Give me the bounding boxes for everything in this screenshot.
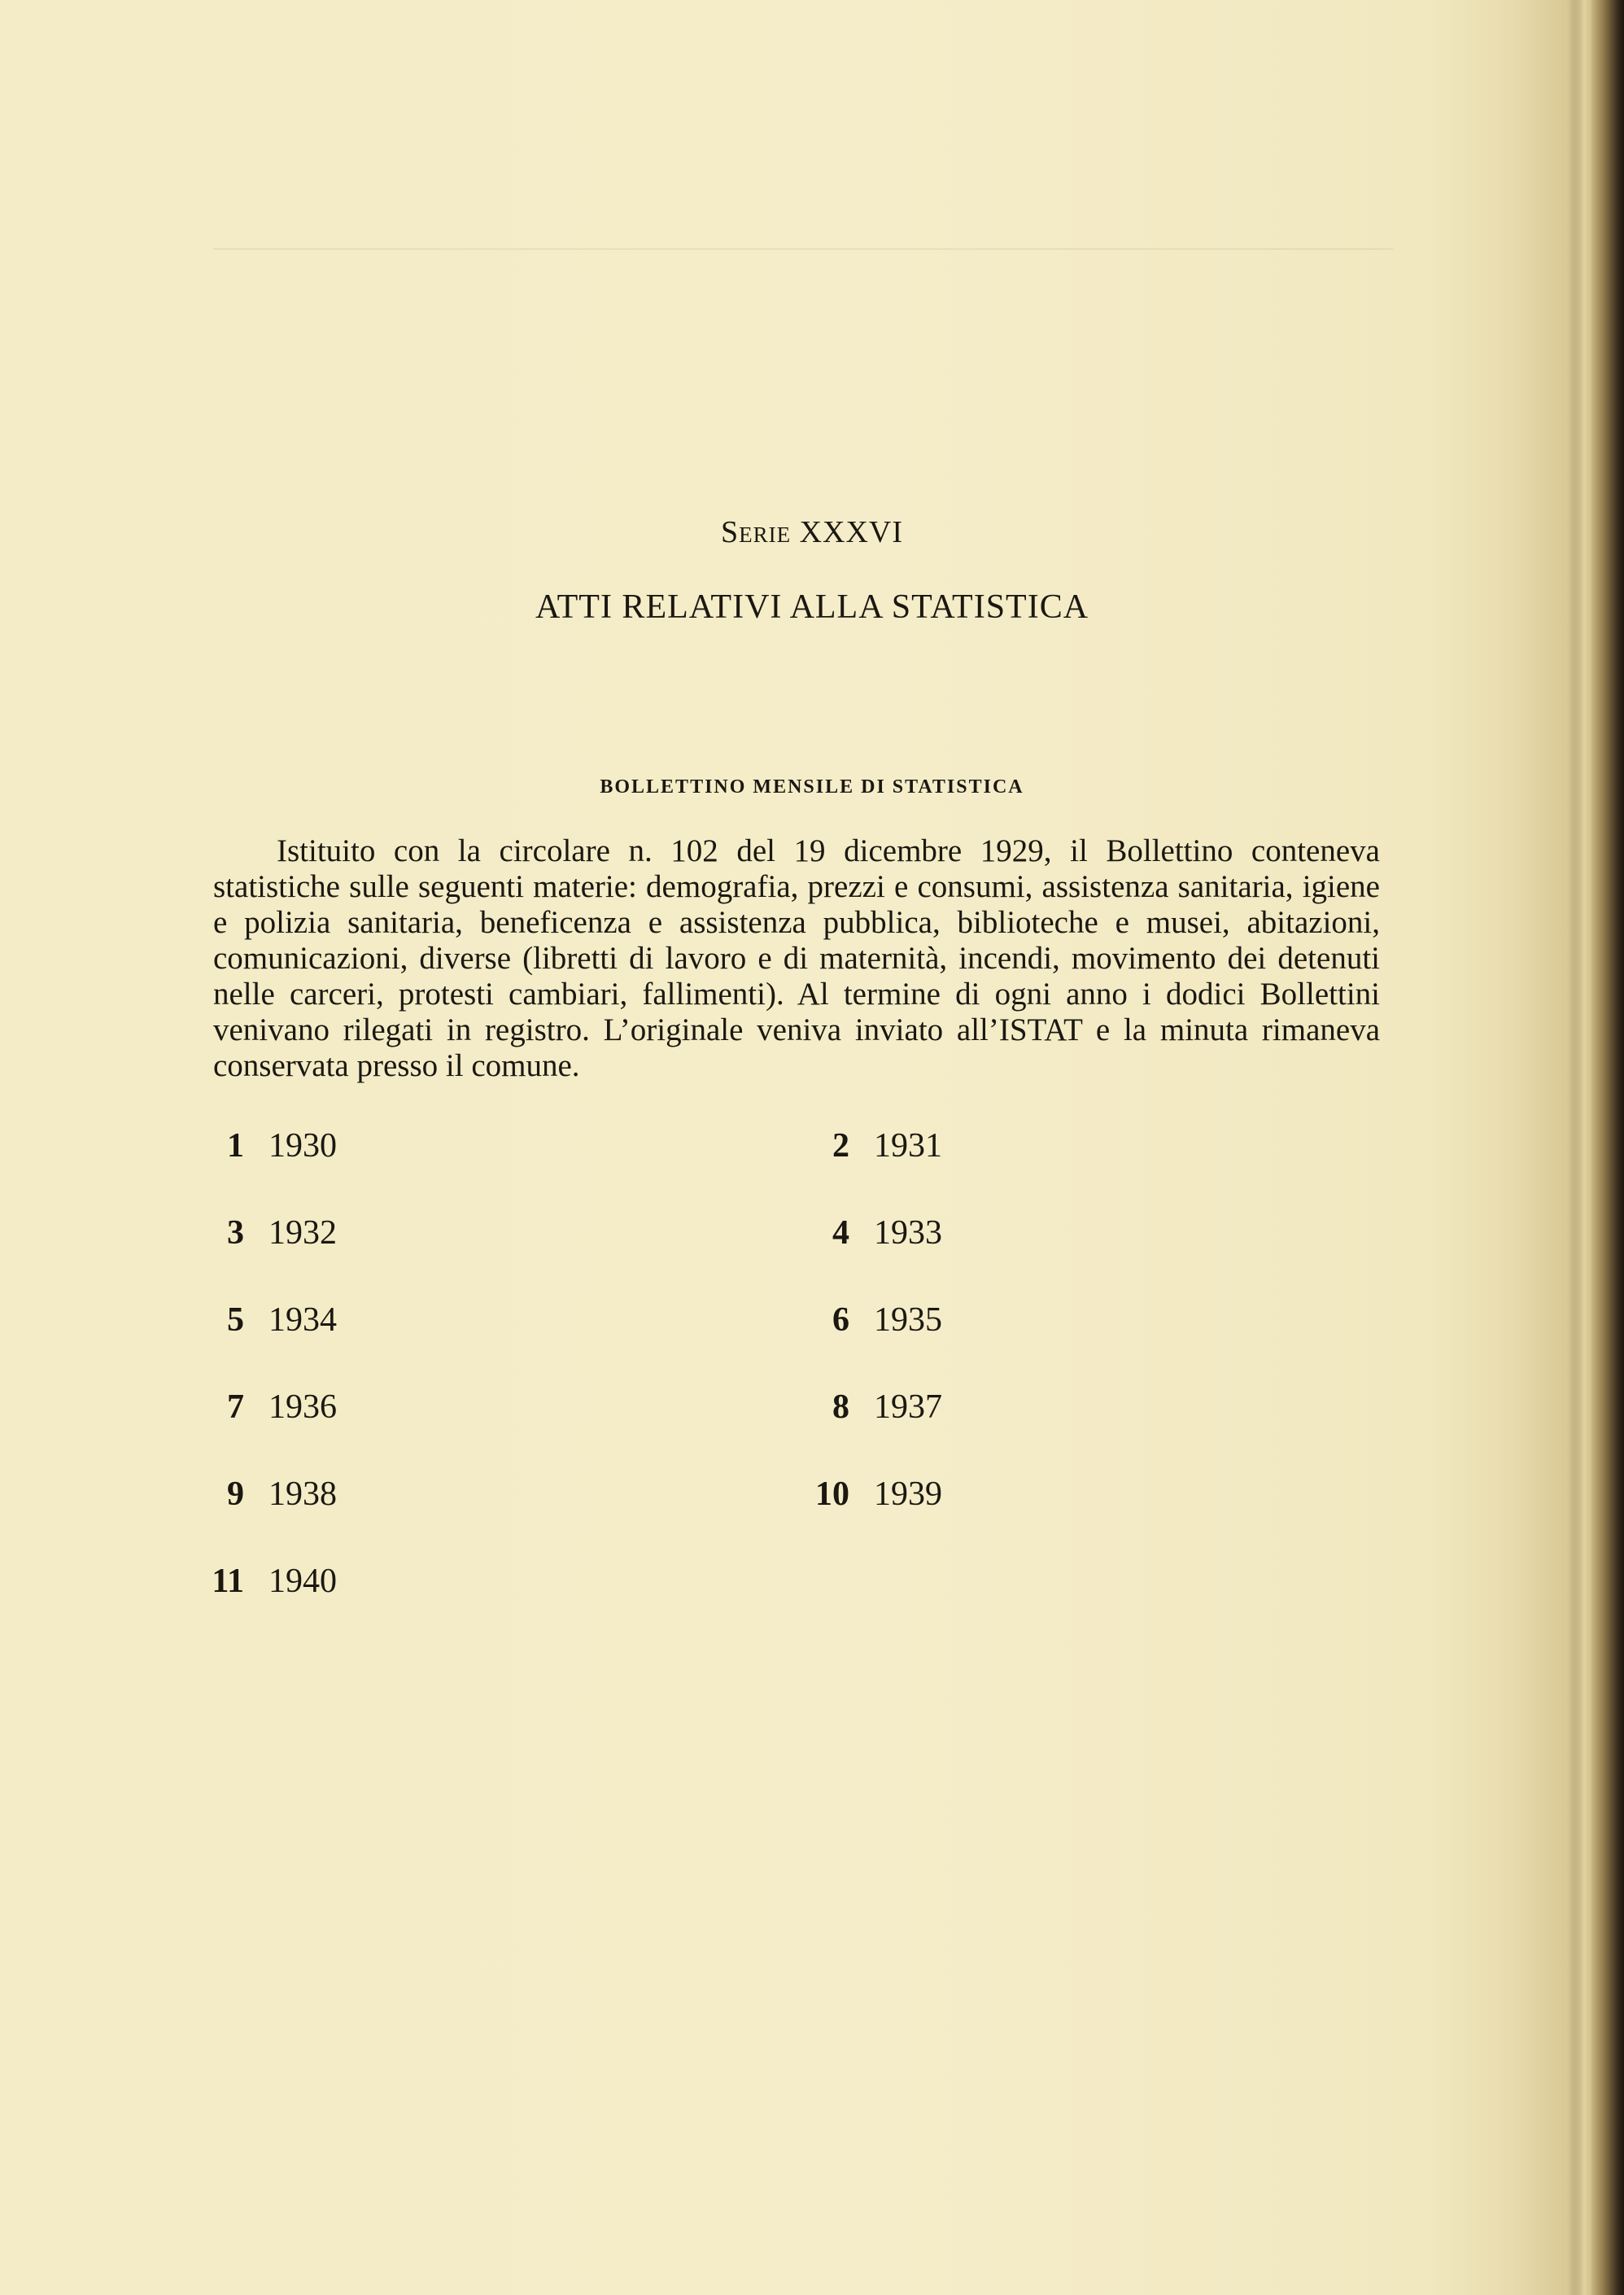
register-number: 3 [227, 1214, 244, 1252]
register-year: 1933 [874, 1214, 942, 1252]
register-year: 1938 [268, 1475, 337, 1513]
register-year: 1932 [268, 1214, 337, 1252]
register-entry [195, 1557, 337, 1606]
register-entry [801, 1383, 942, 1432]
register-entry [195, 1296, 337, 1344]
register-entry [195, 1383, 337, 1432]
register-number: 2 [832, 1127, 849, 1165]
register-entry [801, 1296, 942, 1344]
register-year: 1930 [268, 1127, 337, 1165]
register-entry [801, 1121, 942, 1170]
register-number: 9 [227, 1475, 244, 1513]
register-number: 11 [212, 1563, 244, 1600]
register-year: 1936 [268, 1388, 337, 1426]
register-entry [195, 1209, 337, 1257]
register-number: 1 [227, 1127, 244, 1165]
section-description: Istituito con la circolare n. 102 del 19 dicembre 1929, il Bollettino conteneva statistiche sulle seguenti materie: demografia, prezzi e consumi, assistenza sanitaria, igiene e polizia sanitaria, beneficenza e assistenza pubblica, biblioteche e musei, abitazioni, comunicazioni, diverse (libretti di lavoro e di maternità, incendi, movimento dei detenuti nelle carceri, protesti cambiari, fallimenti). Al termine di ogni anno i dodici Bollettini venivano rilegati in registro. L’originale veniva inviato all’ISTAT e la minuta rimaneva conservata presso il comune. [213, 833, 1380, 1083]
page-edge-shadow [1574, 0, 1591, 2295]
page-binding-edge [1591, 0, 1624, 2295]
register-year: 1937 [874, 1388, 942, 1426]
register-entry [801, 1209, 942, 1257]
series-number: XXXVI [799, 515, 904, 549]
register-number: 7 [227, 1388, 244, 1426]
register-number: 5 [227, 1301, 244, 1339]
register-entry [195, 1470, 337, 1519]
register-number: 6 [832, 1301, 849, 1339]
section-title: BOLLETTINO MENSILE DI STATISTICA [600, 776, 1024, 798]
register-year: 1931 [874, 1127, 942, 1165]
register-year: 1934 [268, 1301, 337, 1339]
register-entry [195, 1121, 337, 1170]
register-year: 1935 [874, 1301, 942, 1339]
series-label: Serie [720, 515, 792, 549]
series-heading [0, 514, 1624, 550]
register-entry [801, 1470, 942, 1519]
register-year: 1939 [874, 1475, 942, 1513]
register-number: 4 [832, 1214, 849, 1252]
register-year: 1940 [268, 1563, 337, 1600]
bleed-through-rule [213, 248, 1393, 250]
series-title: ATTI RELATIVI ALLA STATISTICA [535, 588, 1089, 626]
register-number: 8 [832, 1388, 849, 1426]
register-number: 10 [815, 1475, 849, 1513]
